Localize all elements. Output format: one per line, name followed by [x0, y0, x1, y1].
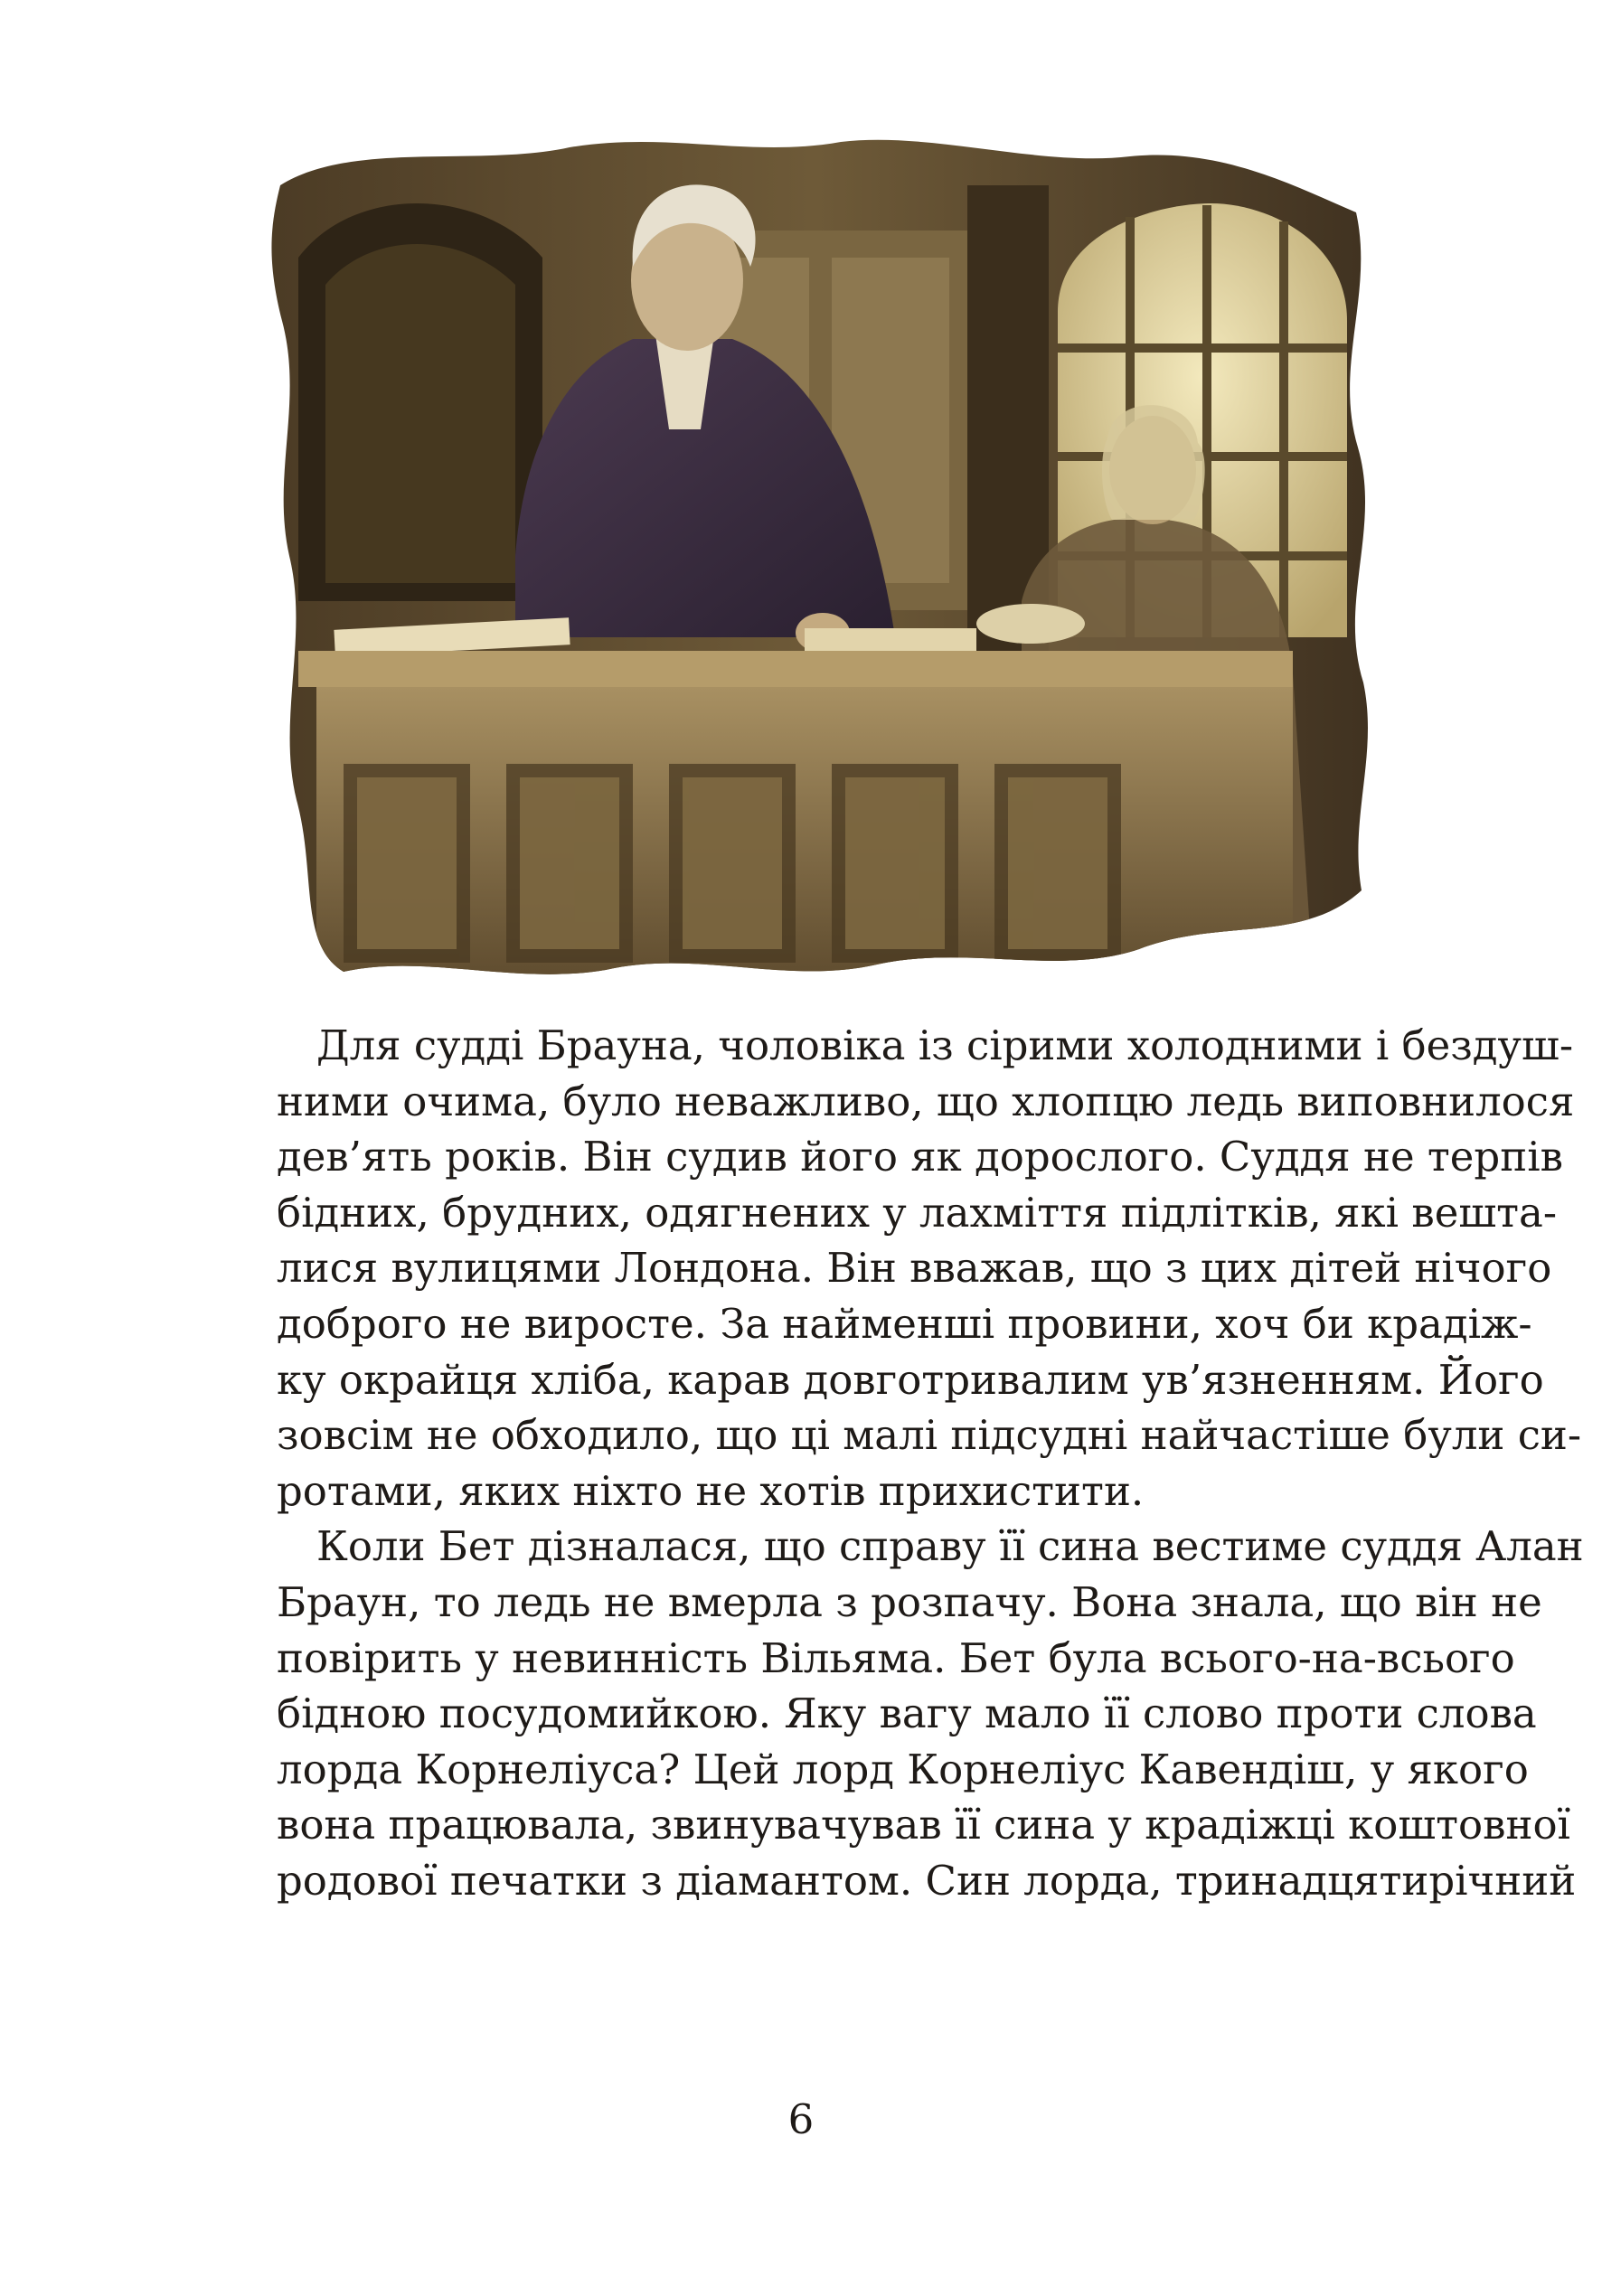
text-line: Коли Бет дізналася, що справу її сина вестиме суддя Алан — [316, 1522, 1584, 1571]
text-line: родової печатки з діамантом. Син лорда, тринадцятирічний — [277, 1856, 1577, 1905]
text-line: ротами, яких ніхто не хотів прихистити. — [277, 1466, 1145, 1515]
text-line: лися вулицями Лондона. Він вважав, що з цих дітей нічого — [277, 1244, 1552, 1293]
text-line: Браун, то ледь не вмерла з розпачу. Вона знала, що він не — [277, 1577, 1542, 1626]
text-line: Для судді Брауна, чоловіка із сірими холодними і бездуш- — [316, 1021, 1574, 1069]
text-line: зовсім не обходило, що ці малі підсудні найчастіше були си- — [277, 1411, 1582, 1460]
text-line: бідних, брудних, одягнених у лахміття підлітків, які вешта- — [277, 1188, 1558, 1237]
page-number: 6 — [787, 2095, 815, 2143]
paragraph-1 — [277, 1018, 1582, 1519]
courtroom-illustration — [244, 131, 1385, 985]
body-text — [277, 1018, 1584, 1909]
text-line: ку окрайця хліба, карав довготривалим ув’язненням. Його — [277, 1355, 1544, 1404]
text-line: вона працювала, звинувачував її сина у крадіжці коштовної — [277, 1801, 1570, 1849]
text-line: бідною посудомийкою. Яку вагу мало її слово проти слова — [277, 1689, 1537, 1738]
text-line: доброго не виросте. За найменші провини, хоч би крадіж- — [277, 1299, 1532, 1348]
text-line: дев’ять років. Він судив його як дорослого. Суддя не терпів — [277, 1133, 1563, 1181]
text-line: лорда Корнеліуса? Цей лорд Корнеліус Кавендіш, у якого — [277, 1745, 1529, 1793]
text-line: ними очима, було неважливо, що хлопцю ледь виповнилося — [277, 1077, 1575, 1125]
paragraph-2 — [277, 1519, 1584, 1908]
text-line: повірить у невинність Вільяма. Бет була всього-на-всього — [277, 1633, 1515, 1682]
